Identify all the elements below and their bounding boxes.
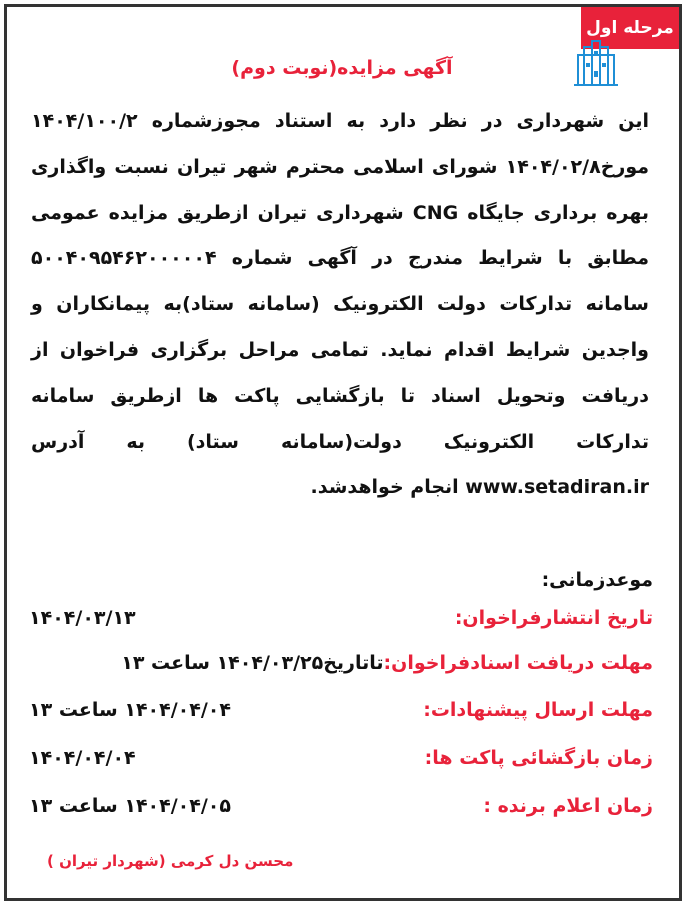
schedule-label: تاریخ انتشارفراخوان:: [454, 607, 653, 629]
notice-frame: [4, 4, 682, 901]
schedule-label: زمان اعلام برنده :: [483, 795, 653, 817]
schedule-row-winner: [29, 795, 653, 831]
notice-body: این شهرداری در نظر دارد به استناد مجوزشماره ۱۴۰۴/۱۰۰/۲ مورخ۱۴۰۴/۰۲/۸ شورای اسلامی محترم شهر تیران نسبت واگذاری بهره برداری جایگاه CNG شهرداری تیران ازطریق مزایده عمومی مطابق با شرایط مندرج در آگهی شماره ۵۰۰۴۰۹۵۴۶۲۰۰۰۰۰۴ سامانه تدارکات دولت الکترونیک (سامانه ستاد)به پیمانکاران و واجدین شرایط اقدام نماید. تمامی مراحل برگزاری فراخوان از دریافت وتحویل اسناد تا بازگشایی پاکت ها ازطریق سامانه تدارکات الکترونیک دولت(سامانه ستاد) به آدرس www.setadiran.ir انجام خواهدشد.: [31, 110, 649, 499]
schedule-value: ۱۴۰۴/۰۴/۰۴ ساعت ۱۳: [29, 699, 231, 721]
signature: محسن دل کرمی (شهردار تیران ): [47, 852, 294, 870]
schedule-value: ۱۴۰۴/۰۴/۰۴: [29, 747, 136, 769]
schedule-row-offers: [29, 699, 653, 735]
schedule-label: مهلت ارسال پیشنهادات:: [423, 699, 653, 721]
schedule-row-opening: [29, 747, 653, 783]
notice-title: آگهی مزایده(نوبت دوم): [231, 57, 453, 79]
schedule-value: ۱۴۰۴/۰۴/۰۵ ساعت ۱۳: [29, 795, 231, 817]
schedule-label: زمان بازگشائی پاکت ها:: [424, 747, 653, 769]
schedule-heading: موعدزمانی:: [541, 569, 653, 591]
schedule-row-publish: [29, 607, 653, 643]
stage-badge: مرحله اول: [581, 7, 679, 49]
schedule-row-docs: [29, 652, 653, 688]
schedule-value: تاتاریخ۱۴۰۴/۰۳/۲۵ ساعت ۱۳: [121, 652, 384, 674]
schedule-label: مهلت دریافت اسنادفراخوان:: [383, 652, 653, 674]
schedule-value: ۱۴۰۴/۰۳/۱۳: [29, 607, 136, 629]
municipality-logo-icon: [572, 37, 620, 89]
